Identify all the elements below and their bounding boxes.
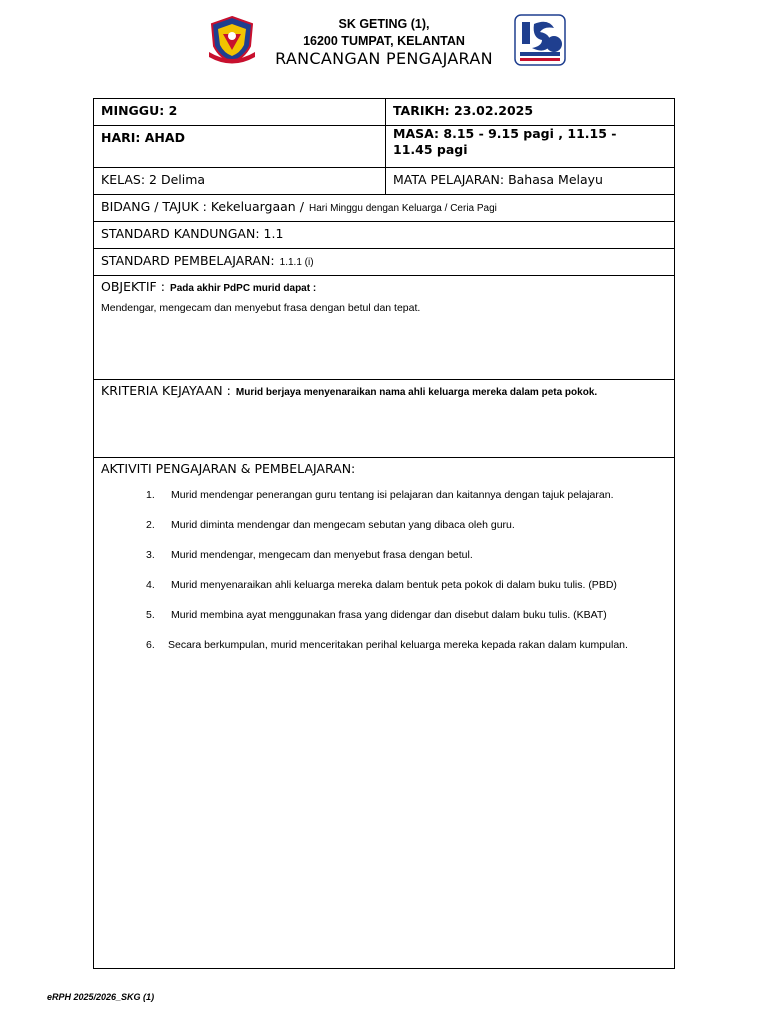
school-address: 16200 TUMPAT, KELANTAN [303, 34, 465, 48]
standard-kandungan-field: STANDARD KANDUNGAN: 1.1 [101, 226, 284, 241]
bidang-value: Hari Minggu dengan Keluarga / Ceria Pagi [309, 203, 497, 214]
objektif-label: OBJEKTIF : [101, 279, 165, 294]
row-kriteria-kejayaan [94, 380, 674, 458]
objektif-text: Mendengar, mengecam dan menyebut frasa dengan betul dan tepat. [101, 302, 421, 314]
row-standard-kandungan [94, 222, 674, 249]
kriteria-label: KRITERIA KEJAYAAN : [101, 383, 231, 398]
activity-item: 3. Murid mendengar, mengecam dan menyebut frasa dengan betul. [146, 549, 473, 561]
document-footer: eRPH 2025/2026_SKG (1) [47, 992, 155, 1002]
minggu-field: MINGGU: 2 [101, 103, 178, 118]
kelas-field: KELAS: 2 Delima [101, 172, 206, 187]
row-bidang-tajuk [94, 195, 674, 222]
school-name: SK GETING (1), [338, 17, 430, 31]
activity-item: 6. Secara berkumpulan, murid menceritakan perihal keluarga mereka kepada rakan dalam kumpulan. [146, 639, 628, 651]
activity-item: 5. Murid membina ayat menggunakan frasa yang didengar dan disebut dalam buku tulis. (KBAT) [146, 609, 607, 621]
kriteria-text: Murid berjaya menyenaraikan nama ahli keluarga mereka dalam peta pokok. [235, 387, 598, 398]
tarikh-field: TARIKH: 23.02.2025 [393, 103, 534, 118]
standard-pembelajaran-label: STANDARD PEMBELAJARAN: [101, 253, 275, 268]
objektif-intro: Pada akhir PdPC murid dapat : [170, 283, 317, 294]
masa-field: MASA: 8.15 - 9.15 pagi , 11.15 - 11.45 pagi [393, 126, 617, 157]
bidang-label: BIDANG / TAJUK : Kekeluargaan / [101, 199, 304, 214]
hari-field: HARI: AHAD [101, 130, 185, 145]
row-kelas-mata-pelajaran [94, 168, 674, 195]
row-standard-pembelajaran [94, 249, 674, 276]
row-aktiviti [94, 458, 674, 968]
standard-pembelajaran-value: 1.1.1 (i) [279, 257, 314, 268]
document-header [0, 0, 768, 90]
anniversary-logo [514, 14, 566, 66]
mata-pelajaran-field: MATA PELAJARAN: Bahasa Melayu [393, 172, 603, 187]
activity-item: 2. Murid diminta mendengar dan mengecam sebutan yang dibaca oleh guru. [146, 519, 515, 531]
row-hari-masa [94, 126, 674, 168]
activity-item: 1. Murid mendengar penerangan guru tentang isi pelajaran dan kaitannya dengan tajuk pelajaran. [146, 489, 614, 501]
activity-item: 4. Murid menyenaraikan ahli keluarga mereka dalam bentuk peta pokok di dalam buku tulis. (PBD) [146, 579, 617, 591]
row-minggu-tarikh [94, 99, 674, 126]
lesson-plan-table [93, 98, 675, 969]
aktiviti-label: AKTIVITI PENGAJARAN & PEMBELAJARAN: [101, 461, 356, 476]
document-title: RANCANGAN PENGAJARAN [275, 49, 493, 68]
row-objektif [94, 276, 674, 380]
